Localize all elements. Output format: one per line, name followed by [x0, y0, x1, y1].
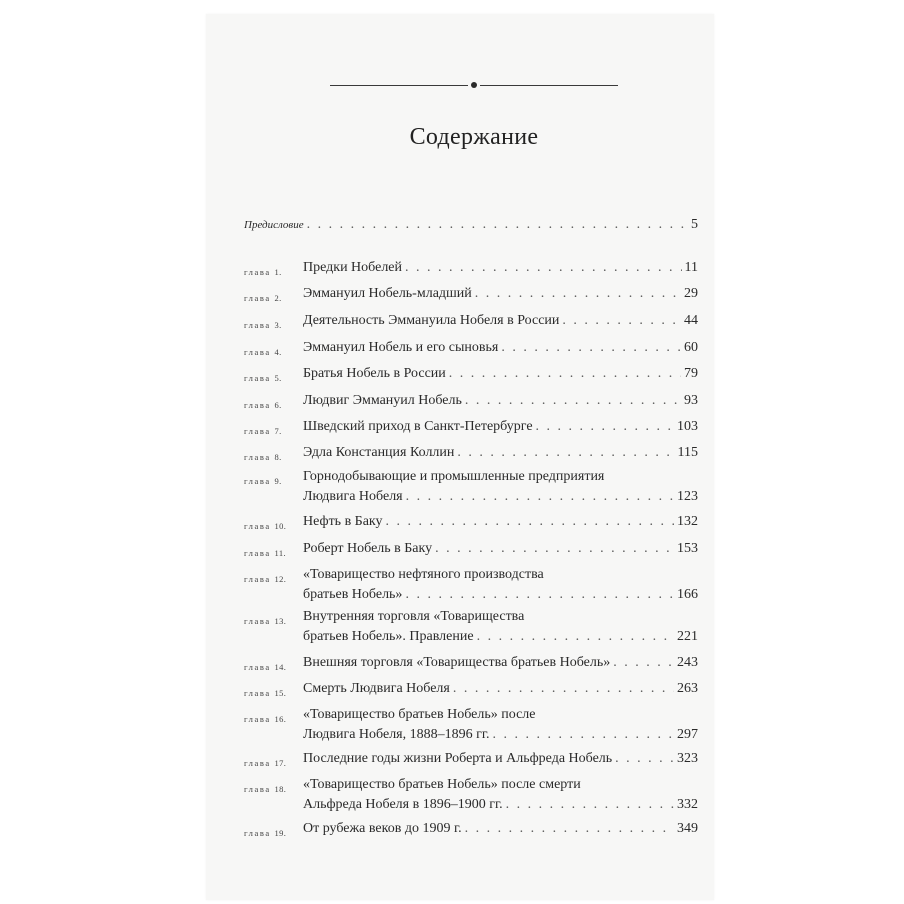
chapter-page-number: 332: [677, 797, 698, 812]
chapter-word: глава: [244, 293, 271, 303]
chapter-title-line: Эммануил Нобель-младший: [303, 286, 472, 301]
chapter-title-line: Роберт Нобель в Баку: [303, 541, 433, 556]
leader-dots: [613, 653, 674, 673]
chapter-page-number: 349: [677, 821, 698, 836]
chapter-word: глава: [244, 758, 271, 768]
chapter-label: [244, 421, 282, 441]
chapter-title-line: Эдла Констанция Коллин: [303, 445, 455, 460]
chapter-number: 5.: [274, 373, 282, 383]
chapter-title-line: Братья Нобель в России: [303, 366, 446, 381]
chapter-word: глава: [244, 400, 271, 410]
chapter-label: [244, 823, 286, 843]
chapter-title-line: Внутренняя торговля «Товарищества: [303, 609, 525, 624]
chapter-title-line: Внешняя торговля «Товарищества братьев Нобель»: [303, 655, 611, 670]
chapter-label: [244, 368, 282, 388]
chapter-page-number: 323: [677, 751, 698, 766]
chapter-title-line: Эммануил Нобель и его сыновья: [303, 340, 499, 355]
preface-title: Предисловие: [244, 219, 304, 231]
leader-dots: [435, 539, 674, 559]
ornament-rule-right: [480, 85, 618, 86]
chapter-page-number: 60: [684, 340, 698, 355]
chapter-title-line: Людвига Нобеля: [303, 489, 403, 504]
chapter-page-number: 243: [677, 655, 698, 670]
chapter-word: глава: [244, 662, 271, 672]
leader-dots: [405, 258, 682, 278]
chapter-word: глава: [244, 452, 271, 462]
leader-dots: [477, 627, 674, 647]
chapter-title-line: братьев Нобель». Правление: [303, 629, 474, 644]
chapter-number: 17.: [274, 758, 287, 768]
chapter-title-line: Людвиг Эммануил Нобель: [303, 393, 462, 408]
leader-dots: [615, 749, 674, 769]
chapter-page-number: 297: [677, 727, 698, 742]
chapter-label: [244, 657, 286, 677]
chapter-page-number: 103: [677, 419, 698, 434]
chapter-number: 8.: [274, 452, 282, 462]
chapter-word: глава: [244, 426, 271, 436]
chapter-title-line: Людвига Нобеля, 1888–1896 гг.: [303, 727, 490, 742]
leader-dots: [465, 819, 674, 839]
chapter-word: глава: [244, 616, 271, 626]
chapter-label: [244, 543, 286, 563]
chapter-title-line: Шведский приход в Санкт-Петербурге: [303, 419, 533, 434]
chapter-word: глава: [244, 574, 271, 584]
chapter-word: глава: [244, 320, 271, 330]
leader-dots: [453, 679, 674, 699]
ornament-rule-left: [330, 85, 468, 86]
chapter-label: [244, 342, 282, 362]
chapter-number: 4.: [274, 347, 282, 357]
chapter-title-line: Деятельность Эммануила Нобеля в России: [303, 313, 560, 328]
page-title: Содержание: [409, 124, 539, 150]
chapter-page-number: 29: [684, 286, 698, 301]
chapter-title-line: Предки Нобелей: [303, 260, 403, 275]
chapter-label: [244, 315, 282, 335]
chapter-title-line: «Товарищество братьев Нобель» после: [303, 707, 536, 722]
chapter-page-number: 93: [684, 393, 698, 408]
leader-dots: [465, 391, 681, 411]
leader-dots: [562, 311, 681, 331]
chapter-title-line: От рубежа веков до 1909 г.: [303, 821, 462, 836]
leader-dots: [457, 443, 674, 463]
chapter-number: 13.: [274, 616, 287, 626]
chapter-label: [244, 611, 286, 631]
chapter-number: 14.: [274, 662, 287, 672]
leader-dots: [307, 215, 688, 235]
leader-dots: [406, 487, 674, 507]
chapter-title-line: Нефть в Баку: [303, 514, 383, 529]
chapter-word: глава: [244, 714, 271, 724]
chapter-label: [244, 753, 286, 773]
chapter-word: глава: [244, 828, 271, 838]
preface-page: 5: [691, 217, 698, 232]
chapter-page-number: 79: [684, 366, 698, 381]
leader-dots: [475, 284, 681, 304]
chapter-label: [244, 709, 286, 729]
chapter-word: глава: [244, 476, 271, 486]
chapter-label: [244, 447, 282, 467]
leader-dots: [501, 338, 681, 358]
chapter-number: 9.: [274, 476, 282, 486]
chapter-page-number: 153: [677, 541, 698, 556]
chapter-number: 16.: [274, 714, 287, 724]
chapter-label: [244, 262, 282, 282]
chapter-page-number: 11: [684, 260, 698, 275]
chapter-word: глава: [244, 784, 271, 794]
leader-dots: [506, 795, 674, 815]
ornament-dot: [471, 82, 477, 88]
chapter-page-number: 115: [677, 445, 698, 460]
chapter-title-line: Смерть Людвига Нобеля: [303, 681, 450, 696]
chapter-word: глава: [244, 267, 271, 277]
chapter-word: глава: [244, 347, 271, 357]
leader-dots: [449, 364, 681, 384]
chapter-number: 12.: [274, 574, 287, 584]
chapter-number: 6.: [274, 400, 282, 410]
chapter-page-number: 123: [677, 489, 698, 504]
chapter-number: 7.: [274, 426, 282, 436]
leader-dots: [405, 585, 674, 605]
chapter-number: 15.: [274, 688, 287, 698]
leader-dots: [386, 512, 674, 532]
chapter-label: [244, 395, 282, 415]
leader-dots: [536, 417, 674, 437]
chapter-label: [244, 288, 282, 308]
chapter-word: глава: [244, 373, 271, 383]
chapter-word: глава: [244, 548, 271, 558]
chapter-number: 10.: [274, 521, 287, 531]
chapter-word: глава: [244, 688, 271, 698]
chapter-page-number: 166: [677, 587, 698, 602]
title-ornament: [330, 81, 618, 91]
chapter-page-number: 263: [677, 681, 698, 696]
chapter-title-line: Последние годы жизни Роберта и Альфреда Нобель: [303, 751, 613, 766]
chapter-label: [244, 683, 286, 703]
chapter-label: [244, 569, 286, 589]
chapter-number: 1.: [274, 267, 282, 277]
chapter-label: [244, 516, 286, 536]
chapter-word: глава: [244, 521, 271, 531]
chapter-number: 11.: [274, 548, 286, 558]
chapter-title-line: братьев Нобель»: [303, 587, 403, 602]
chapter-number: 2.: [274, 293, 282, 303]
chapter-title-line: «Товарищество братьев Нобель» после смерти: [303, 777, 581, 792]
chapter-label: [244, 471, 282, 491]
leader-dots: [493, 725, 674, 745]
chapter-label: [244, 779, 286, 799]
chapter-page-number: 221: [677, 629, 698, 644]
chapter-number: 18.: [274, 784, 287, 794]
chapter-number: 19.: [274, 828, 287, 838]
chapter-title-line: «Товарищество нефтяного производства: [303, 567, 544, 582]
chapter-number: 3.: [274, 320, 282, 330]
chapter-page-number: 44: [684, 313, 698, 328]
chapter-page-number: 132: [677, 514, 698, 529]
chapter-title-line: Альфреда Нобеля в 1896–1900 гг.: [303, 797, 503, 812]
chapter-title-line: Горнодобывающие и промышленные предприятия: [303, 469, 605, 484]
